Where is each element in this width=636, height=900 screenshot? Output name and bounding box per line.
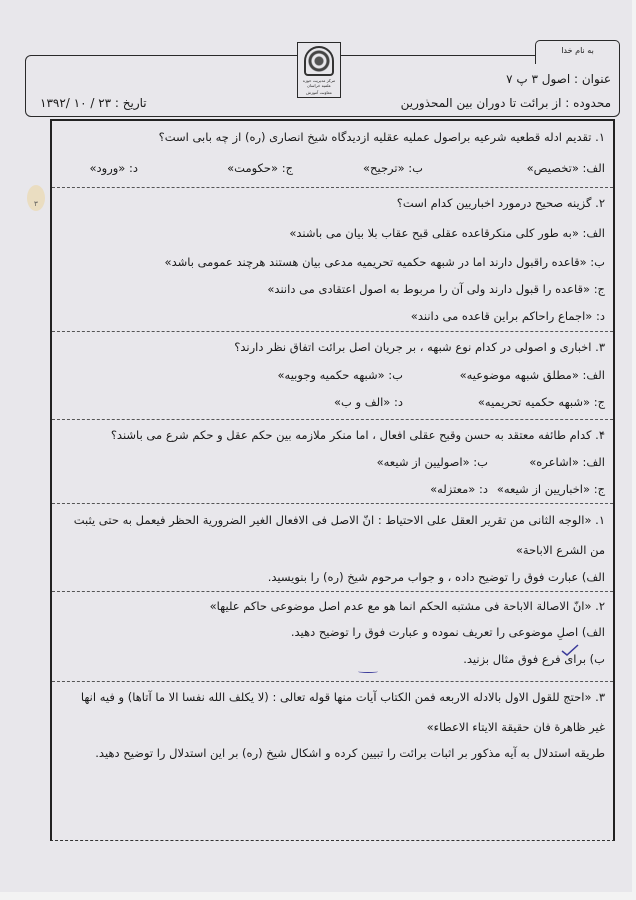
option-c: ج: «قاعده را قبول دارند ولی آن را مربوط به اصول اعتقادی می دانند» bbox=[267, 282, 605, 296]
exam-date: تاریخ : ۲۳ / ۱۰ /۱۳۹۲ bbox=[40, 96, 147, 110]
question-line: طریقه استدلال به آیه مذکور بر اثبات برائت را تبیین کرده و اشکال شیخ (ره) بر این استدلال را توضیح دهید. bbox=[95, 746, 605, 760]
option-c: ج: «اخباریین از شیعه» bbox=[496, 482, 605, 496]
exam-range: محدوده : از برائت تا دوران بین المحذورین bbox=[400, 96, 611, 110]
option-a: الف: «به طور کلی منکرقاعده عقلی قبح عقاب بلا بیان می باشند» bbox=[289, 226, 605, 240]
option-a: الف: «مطلق شبهه موضوعیه» bbox=[459, 368, 605, 382]
option-d: د: «ورود» bbox=[89, 161, 138, 175]
option-a: الف: «تخصیص» bbox=[526, 161, 605, 175]
question-line: ۲. «انّ الاصالة الاباحة فی مشتبه الحکم انما هو مع عدم اصل موضوعی حاکم علیها» bbox=[209, 599, 605, 613]
option-b: ب: «شبهه حکمیه وجوبیه» bbox=[277, 368, 403, 382]
option-d: د: «اجماع راحاکم براین قاعده می دانند» bbox=[410, 309, 605, 323]
option-d: د: «معتزله» bbox=[430, 482, 488, 496]
question-line: الف) اصلِ موضوعی را تعریف نموده و عبارت فوق را توضیح دهید. bbox=[290, 625, 605, 639]
option-b: ب: «اصولیین از شیعه» bbox=[376, 455, 488, 469]
exam-title: عنوان : اصول ۳ پ ۷ bbox=[506, 72, 611, 86]
question-line: من الشرع الاباحة» bbox=[515, 543, 605, 557]
pen-underline-mark bbox=[358, 670, 378, 673]
descriptive-question-1 bbox=[52, 503, 613, 591]
question-line: ۱. «الوجه الثانی من تقریر العقل علی الاحتیاط : انّ الاصل فی الافعال الغیر الضروریة الحظر فیعمل به حتی یثبت bbox=[73, 513, 605, 527]
option-b: ب: «قاعده راقبول دارند اما در شبهه حکمیه تحریمیه مدعی بیان هستند هرچند عمومی باشد» bbox=[164, 255, 605, 269]
logo-caption-line1: مرکز مدیریت حوزه علمیه خراسان bbox=[302, 78, 336, 88]
descriptive-question-2 bbox=[52, 591, 613, 681]
option-a: الف: «اشاعره» bbox=[529, 455, 605, 469]
option-c: ج: «شبهه حکمیه تحریمیه» bbox=[477, 395, 605, 409]
pen-check-mark-icon bbox=[560, 643, 580, 657]
mc-question-1 bbox=[52, 121, 613, 187]
mc-question-2 bbox=[52, 187, 613, 331]
mc-question-3 bbox=[52, 331, 613, 419]
descriptive-question-3 bbox=[52, 681, 613, 843]
question-line: ب) برای فرع فوق مثال بزنید. bbox=[463, 652, 605, 666]
question-line: ۳. «احتج للقول الاول بالادله الاربعه فمن الکتاب آیات منها قوله تعالی : (لا یکلف الله نفسا الا ما آتاها) و فیه انها bbox=[80, 690, 605, 704]
option-d: د: «الف و ب» bbox=[333, 395, 403, 409]
question-text: ۱. تقدیم ادله قطعیه شرعیه براصول عملیه عقلیه ازدیدگاه شیخ انصاری (ره) از چه بابی است؟ bbox=[158, 130, 605, 144]
mc-question-4 bbox=[52, 419, 613, 503]
option-b: ب: «ترجیح» bbox=[363, 161, 423, 175]
option-c: ج: «حکومت» bbox=[227, 161, 293, 175]
question-line: غیر ظاهرة فان حقیقة الایتاء الاعطاء» bbox=[426, 720, 605, 734]
question-text: ۳. اخباری و اصولی در کدام نوع شبهه ، بر جریان اصل برائت اتفاق نظر دارند؟ bbox=[234, 340, 605, 354]
logo-caption-line2: معاونت آموزش bbox=[306, 90, 332, 95]
bismillah-label: به نام خدا bbox=[535, 40, 620, 64]
scan-edge-bottom bbox=[0, 892, 636, 900]
seminary-emblem-icon bbox=[304, 46, 334, 76]
institution-logo bbox=[297, 42, 341, 98]
scan-edge-right bbox=[632, 0, 636, 900]
question-line: الف) عبارت فوق را توضیح داده ، و جواب مرحوم شیخ (ره) را بنویسید. bbox=[267, 570, 605, 584]
question-text: ۴. کدام طائفه معتقد به حسن وقبح عقلی افعال ، اما منکر ملازمه بین حکم عقل و حکم شرع می باشند؟ bbox=[110, 428, 605, 442]
margin-mark: ۳ bbox=[34, 200, 38, 208]
question-text: ۲. گزینه صحیح درمورد اخباریین کدام است؟ bbox=[396, 196, 605, 210]
questions-box bbox=[50, 119, 615, 841]
